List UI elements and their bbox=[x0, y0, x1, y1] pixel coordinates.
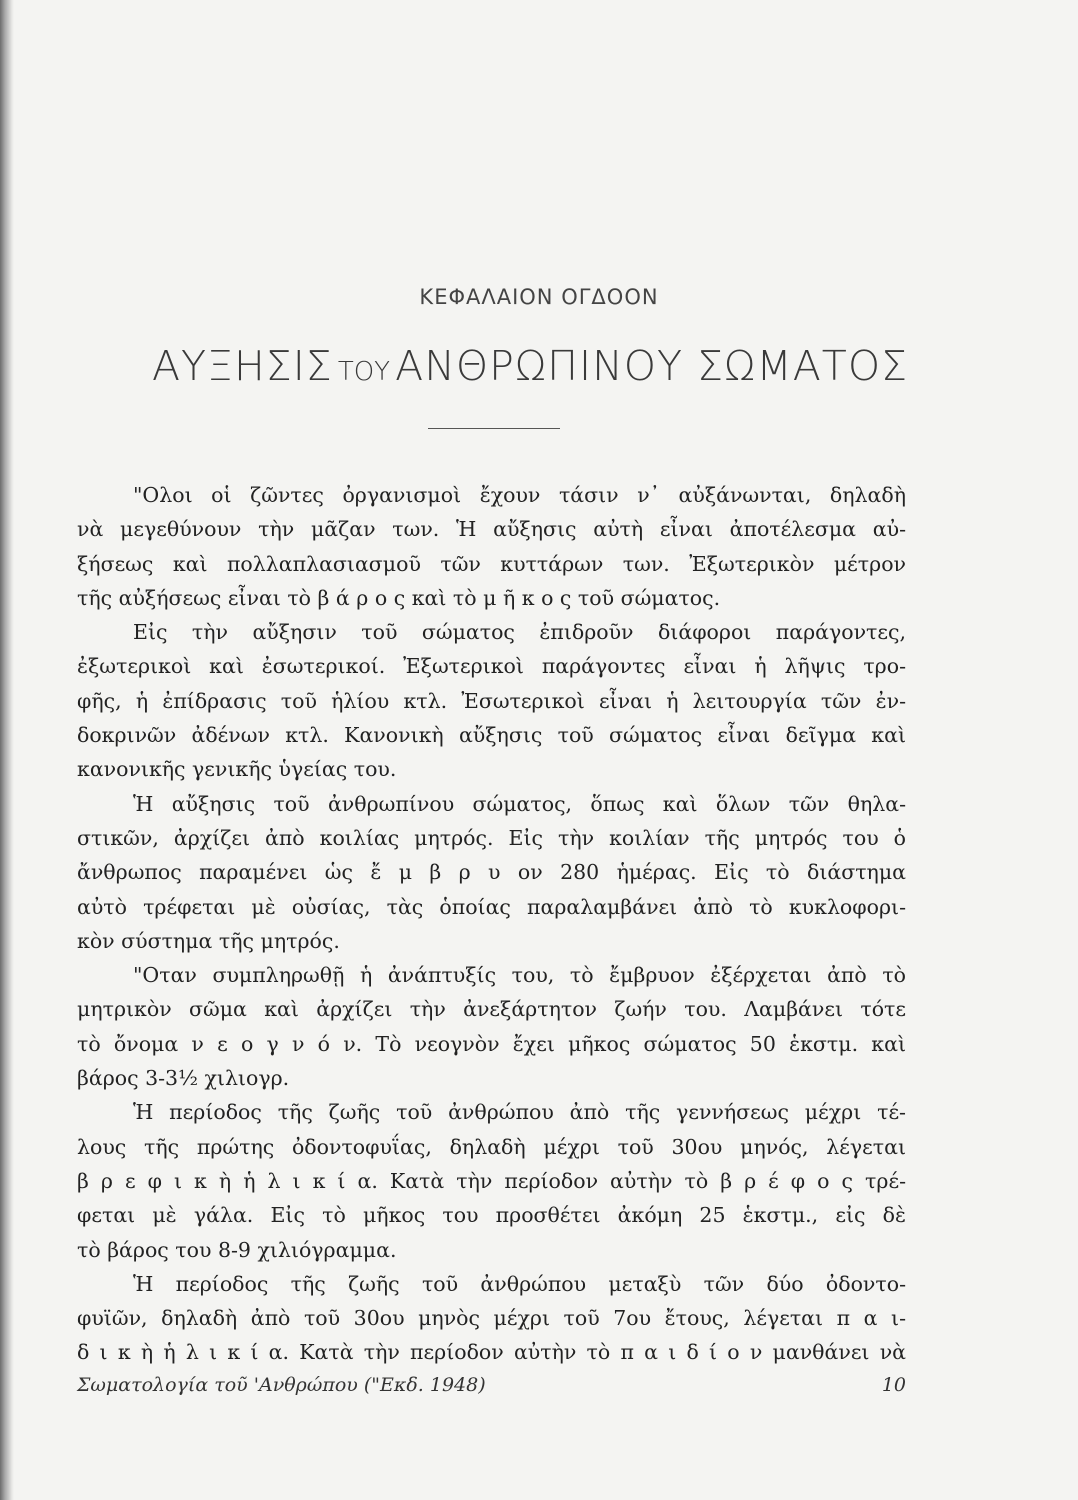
text-line: κὸν σύστημα τῆς μητρός. bbox=[77, 928, 340, 953]
text-line: τὸ ὄνομα ν ε ο γ ν ό ν. Τὸ νεογνὸν ἔχει μῆκος σώματος 50 ἑκστμ. καὶ bbox=[77, 1031, 906, 1056]
text-line: δοκρινῶν ἀδένων κτλ. Κανονικὴ αὔξησις τοῦ σώματος εἶναι δεῖγμα καὶ bbox=[77, 723, 906, 748]
text-line: Εἰς τὴν αὔξησιν τοῦ σώματος ἐπιδροῦν διάφοροι παράγοντες, bbox=[133, 620, 906, 645]
text-line: λους τῆς πρώτης ὀδοντοφυΐας, δηλαδὴ μέχρι τοῦ 30ου μηνός, λέγεται bbox=[77, 1134, 906, 1159]
body-text bbox=[77, 478, 906, 1370]
title-divider bbox=[428, 428, 560, 429]
text-line: ἄνθρωπος παραμένει ὡς ἔ μ β ρ υ ον 280 ἡμέρας. Εἰς τὸ διάστημα bbox=[77, 860, 906, 885]
text-line: νὰ μεγεθύνουν τὴν μᾶζαν των. Ἡ αὔξησις αὐτὴ εἶναι ἀποτέλεσμα αὐ- bbox=[77, 517, 906, 542]
text-line: Ἡ περίοδος τῆς ζωῆς τοῦ ἀνθρώπου μεταξὺ τῶν δύο ὀδοντο- bbox=[133, 1271, 906, 1296]
text-line: φυϊῶν, δηλαδὴ ἀπὸ τοῦ 30ου μηνὸς μέχρι τοῦ 7ου ἔτους, λέγεται π α ι- bbox=[77, 1306, 906, 1331]
chapter-title bbox=[70, 342, 990, 390]
text-line: τὸ βάρος του 8-9 χιλιόγραμμα. bbox=[77, 1237, 397, 1262]
text-line: στικῶν, ἀρχίζει ἀπὸ κοιλίας μητρός. Εἰς τὴν κοιλίαν τῆς μητρός του ὁ bbox=[77, 825, 906, 850]
text-line: φῆς, ἡ ἐπίδρασις τοῦ ἡλίου κτλ. Ἐσωτερικοὶ εἶναι ἡ λειτουργία τῶν ἐν- bbox=[77, 688, 906, 713]
text-line: αὐτὸ τρέφεται μὲ οὐσίας, τὰς ὁποίας παραλαμβάνει ἀπὸ τὸ κυκλοφορι- bbox=[77, 894, 906, 919]
text-line: β ρ ε φ ι κ ὴ ἡ λ ι κ ί α. Κατὰ τὴν περίοδον αὐτὴν τὸ β ρ έ φ ο ς τρέ- bbox=[77, 1168, 906, 1193]
page-footer bbox=[77, 1374, 906, 1396]
text-line: τῆς αὐξήσεως εἶναι τὸ β ά ρ ο ς καὶ τὸ μ ῆ κ ο ς τοῦ σώματος. bbox=[77, 585, 721, 610]
text-line: μητρικὸν σῶμα καὶ ἀρχίζει τὴν ἀνεξάρτητον ζωήν του. Λαμβάνει τότε bbox=[77, 997, 906, 1022]
text-line: κανονικῆς γενικῆς ὑγείας του. bbox=[77, 757, 397, 782]
text-line: ἐξωτερικοὶ καὶ ἐσωτερικοί. Ἐξωτερικοὶ παράγοντες εἶναι ἡ λῆψις τρο- bbox=[77, 654, 906, 679]
text-line: "Ολοι οἱ ζῶντες ὀργανισμοὶ ἔχουν τάσιν ν᾽ αὐξάνωνται, δηλαδὴ bbox=[133, 483, 906, 507]
chapter-title-part3: ΑΝΘΡΩΠΙΝΟΥ ΣΩΜΑΤΟΣ bbox=[395, 342, 909, 390]
page-edge-shadow bbox=[0, 0, 14, 1500]
text-line: Ἡ περίοδος τῆς ζωῆς τοῦ ἀνθρώπου ἀπὸ τῆς γεννήσεως μέχρι τέ- bbox=[133, 1100, 906, 1125]
chapter-title-part2: ΤΟΥ bbox=[337, 357, 391, 387]
text-line: φεται μὲ γάλα. Εἰς τὸ μῆκος του προσθέτει ἀκόμη 25 ἑκστμ., εἰς δὲ bbox=[77, 1203, 906, 1228]
footer-book-title: Σωματολογία τοῦ 'Ανθρώπου ("Εκδ. 1948) bbox=[77, 1374, 486, 1396]
text-line: δ ι κ ὴ ἡ λ ι κ ί α. Κατὰ τὴν περίοδον αὐτὴν τὸ π α ι δ ί ο ν μανθάνει νὰ bbox=[77, 1340, 906, 1365]
text-line: Ἡ αὔξησις τοῦ ἀνθρωπίνου σώματος, ὅπως καὶ ὅλων τῶν θηλα- bbox=[133, 791, 906, 816]
text-line: "Οταν συμπληρωθῇ ἡ ἀνάπτυξίς του, τὸ ἔμβρυον ἐξέρχεται ἀπὸ τὸ bbox=[133, 963, 906, 988]
text-line: ξήσεως καὶ πολλαπλασιασμοῦ τῶν κυττάρων των. Ἐξωτερικὸν μέτρον bbox=[77, 551, 906, 576]
text-line: βάρος 3-3½ χιλιογρ. bbox=[77, 1066, 290, 1091]
chapter-label: ΚΕΦΑΛΑΙΟΝ ΟΓΔΟΟΝ bbox=[419, 285, 659, 309]
page-number: 10 bbox=[881, 1374, 906, 1396]
chapter-title-part1: ΑΥΞΗΣΙΣ bbox=[151, 342, 333, 390]
